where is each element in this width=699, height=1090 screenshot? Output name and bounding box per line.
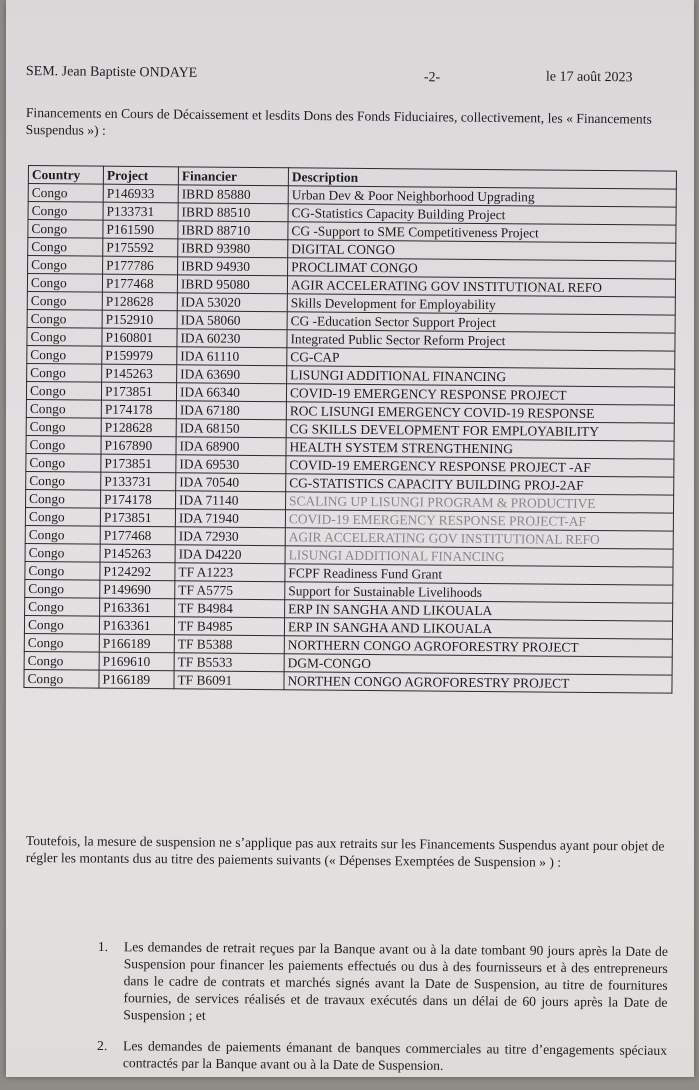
cell-country: Congo (25, 579, 100, 598)
cell-financier: IDA 60230 (177, 329, 287, 348)
cell-financier: IDA 63690 (177, 365, 287, 384)
cell-country: Congo (26, 471, 101, 490)
cell-project: P160801 (102, 328, 177, 347)
cell-project: P133731 (101, 472, 176, 491)
cell-financier: IDA 66340 (176, 383, 286, 402)
cell-financier: TF B5533 (174, 653, 284, 672)
cell-description: CG SKILLS DEVELOPMENT FOR EMPLOYABILITY (286, 420, 674, 441)
cell-project: P149690 (100, 580, 175, 599)
cell-country: Congo (25, 597, 100, 616)
cell-financier: TF A5775 (175, 581, 285, 600)
cell-project: P169610 (99, 652, 174, 671)
cell-financier: IBRD 88510 (178, 203, 288, 222)
cell-description: COVID-19 EMERGENCY RESPONSE PROJECT -AF (286, 456, 674, 477)
header-description: Description (288, 168, 676, 189)
cell-financier: IDA 67180 (176, 401, 286, 420)
cell-country: Congo (25, 561, 100, 580)
cell-project: P159979 (102, 346, 177, 365)
cell-description: NORTHEN CONGO AGROFORESTRY PROJECT (284, 672, 672, 693)
cell-country: Congo (26, 489, 101, 508)
cell-project: P177468 (100, 526, 175, 545)
cell-project: P128628 (101, 418, 176, 437)
header-project: Project (103, 166, 178, 185)
cell-financier: TF B4985 (174, 617, 284, 636)
header-financier: Financier (178, 167, 288, 186)
cell-description: LISUNGI ADDITIONAL FINANCING (287, 366, 675, 387)
cell-project: P166189 (99, 670, 174, 689)
cell-description: LISUNGI ADDITIONAL FINANCING (285, 546, 673, 567)
cell-country: Congo (28, 256, 103, 275)
cell-project: P161590 (103, 220, 178, 239)
cell-description: Urban Dev & Poor Neighborhood Upgrading (288, 186, 676, 207)
cell-description: Integrated Public Sector Reform Project (287, 330, 675, 351)
cell-country: Congo (25, 543, 100, 562)
cell-financier: IBRD 85880 (178, 185, 288, 204)
cell-project: P175592 (103, 238, 178, 257)
cell-description: CG -Education Sector Support Project (287, 312, 675, 333)
cell-description: PROCLIMAT CONGO (288, 258, 676, 279)
cell-country: Congo (26, 399, 101, 418)
list-item-text: Les demandes de retrait reçues par la Banque avant ou à la date tombant 90 jours après la Date de Suspension pour financer les paiements effectués ou dus à des fournisseurs et à des entrepreneurs dans le cadre de contrats et marchés signés avant la Date de Suspension, au titre de fournitures fournies, de services réalisés et de travaux exécutés dans un délai de 60 jours après la Date de Suspension ; et (123, 939, 668, 1023)
cell-financier: IBRD 93980 (178, 239, 288, 258)
cell-project: P145263 (100, 544, 175, 563)
cell-project: P163361 (100, 598, 175, 617)
cell-description: Skills Development for Employability (287, 294, 675, 315)
addressee: SEM. Jean Baptiste ONDAYE (25, 64, 198, 81)
cell-project: P124292 (100, 562, 175, 581)
cell-country: Congo (24, 633, 99, 652)
cell-country: Congo (28, 220, 103, 239)
cell-financier: IDA 68900 (176, 437, 286, 456)
cell-financier: IDA 72930 (175, 527, 285, 546)
cell-description: DGM-CONGO (284, 654, 672, 675)
list-item (97, 1037, 667, 1076)
cell-country: Congo (26, 453, 101, 472)
cell-country: Congo (24, 669, 99, 688)
cell-financier: IDA 70540 (176, 473, 286, 492)
cell-description: ERP IN SANGHA AND LIKOUALA (285, 600, 673, 621)
cell-country: Congo (26, 435, 101, 454)
cell-description: ERP IN SANGHA AND LIKOUALA (284, 618, 672, 639)
cell-country: Congo (28, 202, 103, 221)
cell-description: AGIR ACCELERATING GOV INSTITUTIONAL REFO (285, 528, 673, 549)
cell-project: P128628 (102, 292, 177, 311)
document-page (6, 0, 694, 1077)
suspended-financings-table (23, 165, 677, 694)
cell-financier: IDA 61110 (177, 347, 287, 366)
cell-description: FCPF Readiness Fund Grant (285, 564, 673, 585)
cell-country: Congo (24, 651, 99, 670)
cell-project: P146933 (103, 184, 178, 203)
cell-description: NORTHERN CONGO AGROFORESTRY PROJECT (284, 636, 672, 657)
letter-date: le 17 août 2023 (545, 69, 633, 86)
cell-financier: IDA 71140 (176, 491, 286, 510)
cell-country: Congo (28, 184, 103, 203)
cell-financier: TF A1223 (175, 563, 285, 582)
cell-country: Congo (27, 327, 102, 346)
cell-financier: IDA D4220 (175, 545, 285, 564)
cell-description: ROC LISUNGI EMERGENCY COVID-19 RESPONSE (286, 402, 674, 423)
cell-project: P152910 (102, 310, 177, 329)
cell-country: Congo (28, 238, 103, 257)
list-item-number: 1. (97, 938, 109, 955)
list-item (97, 938, 668, 1028)
exempted-expenses-list (97, 938, 668, 1090)
cell-financier: TF B5388 (174, 635, 284, 654)
cell-project: P174178 (101, 400, 176, 419)
cell-country: Congo (26, 417, 101, 436)
cell-description: CG -Support to SME Competitiveness Project (288, 222, 676, 243)
cell-description: CG-CAP (287, 348, 675, 369)
cell-country: Congo (27, 274, 102, 293)
suspended-financings-table-wrapper (23, 165, 677, 694)
cell-country: Congo (27, 309, 102, 328)
header-country: Country (28, 166, 103, 185)
cell-country: Congo (25, 525, 100, 544)
page-number: -2- (423, 70, 441, 86)
cell-description: HEALTH SYSTEM STRENGTHENING (286, 438, 674, 459)
cell-financier: TF B6091 (174, 671, 284, 690)
cell-financier: TF B4984 (175, 599, 285, 618)
list-item-text: Les demandes de paiements émanant de banques commerciales au titre d’engagements spéciaux contractés par la Banque avant ou à la Date de Suspension. (122, 1038, 668, 1074)
cell-project: P145263 (102, 364, 177, 383)
intro-paragraph: Financements en Cours de Décaissement et lesdits Dons des Fonds Fiduciaires, collectivement, les « Financements Suspendus ») : (25, 104, 652, 138)
cell-financier: IDA 69530 (176, 455, 286, 474)
cell-country: Congo (27, 363, 102, 382)
cell-financier: IBRD 95080 (177, 275, 287, 294)
list-item-number: 2. (96, 1037, 108, 1054)
letter-header (26, 64, 666, 91)
cell-project: P167890 (101, 436, 176, 455)
cell-project: P133731 (103, 202, 178, 221)
cell-country: Congo (26, 381, 101, 400)
cell-country: Congo (27, 291, 102, 310)
cell-description: SCALING UP LISUNGI PROGRAM & PRODUCTIVE (286, 492, 674, 513)
cell-project: P173851 (100, 508, 175, 527)
cell-country: Congo (24, 615, 99, 634)
cell-project: P163361 (99, 616, 174, 635)
cell-description: AGIR ACCELERATING GOV INSTITUTIONAL REFO (287, 276, 675, 297)
cell-project: P177786 (103, 256, 178, 275)
cell-financier: IBRD 88710 (178, 221, 288, 240)
cell-description: Support for Sustainable Livelihoods (285, 582, 673, 603)
cell-financier: IDA 53020 (177, 293, 287, 312)
cell-project: P174178 (101, 490, 176, 509)
cell-country: Congo (25, 507, 100, 526)
cell-project: P173851 (101, 382, 176, 401)
cell-project: P166189 (99, 634, 174, 653)
cell-financier: IBRD 94930 (178, 257, 288, 276)
cell-country: Congo (27, 345, 102, 364)
cell-project: P177468 (102, 274, 177, 293)
table-body (24, 184, 676, 694)
cell-description: DIGITAL CONGO (288, 240, 676, 261)
cell-description: CG-STATISTICS CAPACITY BUILDING PROJ-2AF (286, 474, 674, 495)
cell-financier: IDA 58060 (177, 311, 287, 330)
cell-financier: IDA 71940 (175, 509, 285, 528)
exemption-paragraph: Toutefois, la mesure de suspension ne s’applique pas aux retraits sur les Financements Suspendus ayant pour objet de régler les montants dus au titre des paiements suivants (« Dépenses Exemptées de Suspension » ) : (25, 832, 665, 870)
cell-description: CG-Statistics Capacity Building Project (288, 204, 676, 225)
cell-financier: IDA 68150 (176, 419, 286, 438)
cell-description: COVID-19 EMERGENCY RESPONSE PROJECT (286, 384, 674, 405)
cell-description: COVID-19 EMERGENCY RESPONSE PROJECT-AF (285, 510, 673, 531)
cell-project: P173851 (101, 454, 176, 473)
